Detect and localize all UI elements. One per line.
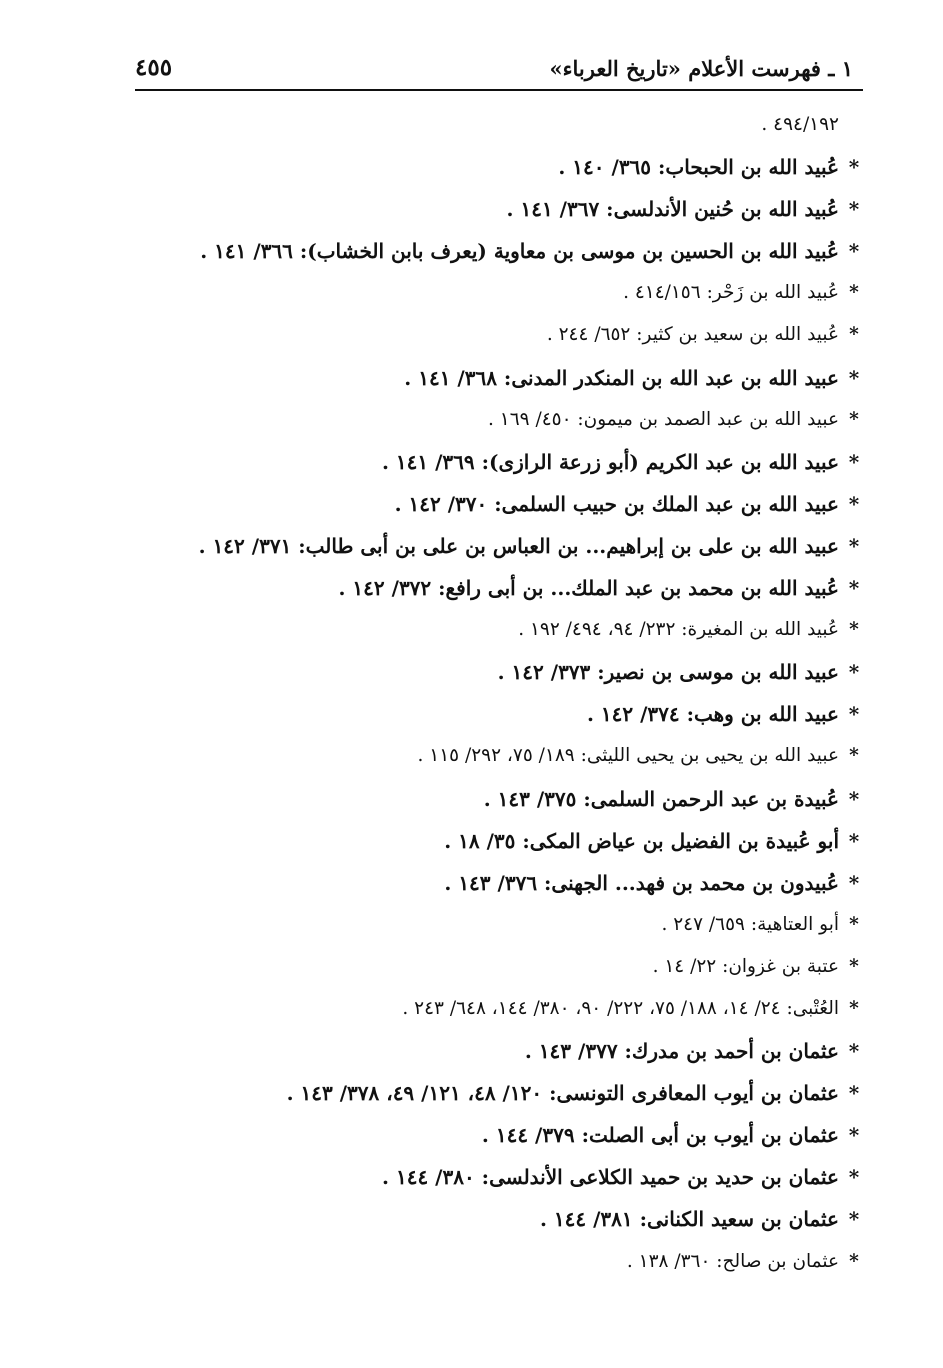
index-entry	[103, 357, 863, 399]
asterisk-bullet-icon: *	[848, 1081, 860, 1106]
index-entry-text: عُبيدة بن عبد الرحمن السلمى: ٣٧٥/ ١٤٣ .	[483, 786, 839, 811]
index-entry-text: عثمان بن صالح: ٣٦٠/ ١٣٨ .	[626, 1250, 839, 1272]
asterisk-bullet-icon: *	[849, 997, 859, 1019]
index-entry-text: عبيد الله بن وهب: ٣٧٤/ ١٤٢ .	[586, 702, 839, 727]
index-entries	[103, 104, 863, 1283]
asterisk-bullet-icon: *	[848, 1039, 860, 1064]
index-entry-text: عثمان بن حديد بن حميد الكلاعى الأندلسى: ٣٨٠/ ١٤٤ .	[382, 1165, 839, 1190]
index-entry	[103, 862, 863, 904]
index-entry	[103, 778, 863, 820]
index-entry	[103, 314, 863, 356]
index-entry	[103, 1030, 863, 1072]
index-entry	[103, 104, 863, 146]
index-entry-text: عثمان بن أيوب بن أبى الصلت: ٣٧٩/ ١٤٤ .	[481, 1123, 839, 1148]
asterisk-bullet-icon: *	[849, 913, 859, 935]
index-entry	[103, 946, 863, 988]
index-entry-text: عبيد الله بن عبد الكريم (أبو زرعة الرازى): ٣٦٩/ ١٤١ .	[381, 449, 839, 474]
index-entry	[103, 188, 863, 230]
index-entry	[103, 483, 863, 525]
index-entry-text: عبيد الله بن عبد الله بن المنكدر المدنى: ٣٦٨/ ١٤١ .	[404, 365, 839, 390]
index-entry	[103, 651, 863, 693]
asterisk-bullet-icon: *	[848, 660, 860, 685]
index-entry	[103, 146, 863, 188]
index-entry-text: أبو عُبيدة بن الفضيل بن عياض المكى: ٣٥/ ١٨ .	[444, 828, 839, 853]
asterisk-bullet-icon: *	[849, 1250, 859, 1272]
index-entry	[103, 1156, 863, 1198]
index-entry	[103, 230, 863, 272]
index-entry-text: عثمان بن سعيد الكنانى: ٣٨١/ ١٤٤ .	[539, 1207, 839, 1232]
index-entry	[103, 820, 863, 862]
asterisk-bullet-icon: *	[848, 449, 860, 474]
asterisk-bullet-icon: *	[848, 1123, 860, 1148]
asterisk-bullet-icon: *	[849, 282, 859, 304]
page-header	[135, 52, 853, 88]
index-entry-text: عبيد الله بن على بن إبراهيم... بن العباس بن على بن أبى طالب: ٣٧١/ ١٤٢ .	[198, 533, 839, 558]
index-entry-text: عبيد الله بن عبد الصمد بن ميمون: ٤٥٠/ ١٦٩ .	[488, 408, 839, 430]
index-entry	[103, 525, 863, 567]
asterisk-bullet-icon: *	[849, 619, 859, 641]
index-entry-text: عُبيد الله بن حُنين الأندلسى: ٣٦٧/ ١٤١ .	[506, 197, 839, 222]
header-rule	[135, 89, 863, 91]
asterisk-bullet-icon: *	[848, 870, 860, 895]
index-entry-text: عُبيد الله بن زَحْر: ٤١٤/١٥٦ .	[623, 282, 839, 304]
asterisk-bullet-icon: *	[848, 1165, 860, 1190]
index-entry	[103, 988, 863, 1030]
index-entry-text: العُتْبى: ٢٤/ ١٤، ١٨٨/ ٧٥، ٢٢٢/ ٩٠، ٣٨٠/ ١٤٤، ٦٤٨/ ٢٤٣ .	[402, 997, 839, 1019]
running-title: ١ ـ فهرست الأعلام «تاريخ العرباء»	[549, 56, 853, 81]
asterisk-bullet-icon: *	[848, 239, 860, 264]
index-entry	[103, 567, 863, 609]
asterisk-bullet-icon: *	[848, 702, 860, 727]
index-entry-text: عُبيد الله بن الحسين بن موسى بن معاوية (يعرف بابن الخشاب): ٣٦٦/ ١٤١ .	[200, 239, 839, 264]
index-entry	[103, 609, 863, 651]
asterisk-bullet-icon: *	[849, 745, 859, 767]
index-entry	[103, 399, 863, 441]
index-entry	[103, 272, 863, 314]
index-entry	[103, 441, 863, 483]
index-entry-text: عتبة بن غزوان: ٢٢/ ١٤ .	[652, 955, 839, 977]
asterisk-bullet-icon: *	[848, 197, 860, 222]
index-entry	[103, 735, 863, 777]
index-entry-text: عبيد الله بن موسى بن نصير: ٣٧٣/ ١٤٢ .	[497, 660, 839, 685]
index-entry-text: عبيد الله بن عبد الملك بن حبيب السلمى: ٣٧٠/ ١٤٢ .	[394, 491, 839, 516]
index-entry-text: عُبيد الله بن المغيرة: ٢٣٢/ ٩٤، ٤٩٤/ ١٩٢ .	[518, 619, 839, 641]
index-entry	[103, 1198, 863, 1240]
index-entry	[103, 1241, 863, 1283]
asterisk-bullet-icon: *	[848, 365, 860, 390]
asterisk-bullet-icon: *	[848, 533, 860, 558]
page-number: ٤٥٥	[135, 54, 173, 81]
asterisk-bullet-icon: *	[848, 1207, 860, 1232]
index-entry-text: عُبيد الله بن محمد بن عبد الملك... بن أبى رافع: ٣٧٢/ ١٤٢ .	[338, 576, 839, 601]
asterisk-bullet-icon: *	[848, 155, 860, 180]
index-entry-text: عُبيد الله بن الحبحاب: ٣٦٥/ ١٤٠ .	[558, 155, 839, 180]
index-entry-text: عثمان بن أحمد بن مدرك: ٣٧٧/ ١٤٣ .	[524, 1039, 839, 1064]
index-entry-text: أبو العتاهية: ٦٥٩/ ٢٤٧ .	[661, 913, 839, 935]
index-entry	[103, 693, 863, 735]
index-entry-text: عثمان بن أيوب المعافرى التونسى: ١٢٠/ ٤٨، ١٢١/ ٤٩، ٣٧٨/ ١٤٣ .	[286, 1081, 839, 1106]
index-entry-text: عُبيد الله بن سعيد بن كثير: ٦٥٢/ ٢٤٤ .	[546, 324, 839, 346]
asterisk-bullet-icon: *	[849, 324, 859, 346]
index-entry-text: عُبيدون بن محمد بن فهد... الجهنى: ٣٧٦/ ١٤٣ .	[444, 870, 839, 895]
asterisk-bullet-icon: *	[848, 491, 860, 516]
index-entry-text: ٤٩٤/١٩٢ .	[761, 114, 839, 135]
asterisk-bullet-icon: *	[849, 408, 859, 430]
index-entry-text: عبيد الله بن يحيى بن يحيى الليثى: ١٨٩/ ٧٥، ٢٩٢/ ١١٥ .	[417, 745, 839, 767]
index-entry	[103, 1072, 863, 1114]
asterisk-bullet-icon: *	[848, 786, 860, 811]
asterisk-bullet-icon: *	[848, 828, 860, 853]
asterisk-bullet-icon: *	[848, 576, 860, 601]
asterisk-bullet-icon: *	[849, 955, 859, 977]
index-entry	[103, 1114, 863, 1156]
index-entry	[103, 904, 863, 946]
